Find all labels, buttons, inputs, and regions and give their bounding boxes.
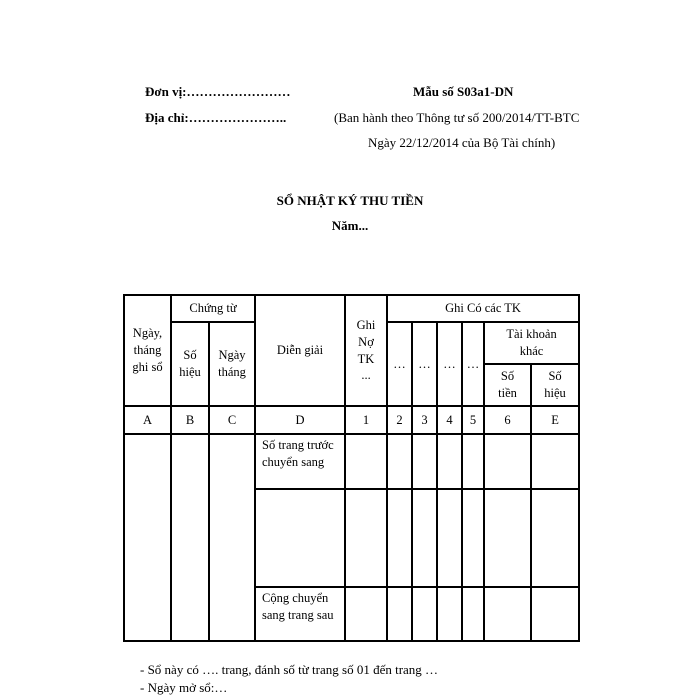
form-code: Mẫu số S03a1-DN — [413, 84, 514, 99]
code-a: A — [124, 406, 171, 434]
issued-by-line: (Ban hành theo Thông tư số 200/2014/TT-BTC — [334, 110, 580, 125]
unit-label: Đơn vị:…………………… — [145, 84, 291, 99]
document-title: SỔ NHẬT KÝ THU TIỀN — [276, 193, 424, 208]
other-accounts-header: Tài khoản khác — [484, 322, 579, 364]
voucher-no-cell — [171, 434, 209, 641]
code-e: E — [531, 406, 579, 434]
col-amount-header: Số tiền — [484, 364, 531, 406]
col-voucher-no-header: Số hiệu — [171, 322, 209, 406]
credit-group-header: Ghi Có các TK — [387, 295, 579, 322]
column-codes-row — [124, 406, 579, 434]
credit-account-1-header: … — [387, 322, 412, 406]
page-count-note: - Sổ này có …. trang, đánh số từ trang số 01 đến trang … — [140, 662, 439, 677]
cash-receipts-journal-table — [123, 294, 580, 642]
address-label: Địa chỉ:………………….. — [145, 110, 287, 125]
code-1: 1 — [345, 406, 387, 434]
col-date-header: Ngày, tháng ghi sổ — [124, 295, 171, 406]
col-debit-header: Ghi Nợ TK ... — [345, 295, 387, 406]
opening-date-note: - Ngày mở sổ:… — [140, 680, 228, 695]
code-3: 3 — [412, 406, 437, 434]
voucher-group-header: Chứng từ — [171, 295, 255, 322]
carried-forward-label: Số trang trước chuyển sang — [255, 434, 345, 489]
code-4: 4 — [437, 406, 462, 434]
credit-account-4-header: … — [462, 322, 484, 406]
carry-over-label: Cộng chuyển sang trang sau — [255, 587, 345, 641]
document-year: Năm... — [331, 218, 369, 233]
col-account-no-header: Số hiệu — [531, 364, 579, 406]
code-c: C — [209, 406, 255, 434]
code-b: B — [171, 406, 209, 434]
issued-date-line: Ngày 22/12/2014 của Bộ Tài chính) — [368, 135, 556, 150]
col-description-header: Diễn giải — [255, 295, 345, 406]
code-5: 5 — [462, 406, 484, 434]
code-2: 2 — [387, 406, 412, 434]
code-6: 6 — [484, 406, 531, 434]
credit-account-2-header: … — [412, 322, 437, 406]
col-voucher-date-header: Ngày tháng — [209, 322, 255, 406]
credit-account-3-header: … — [437, 322, 462, 406]
voucher-date-cell — [209, 434, 255, 641]
date-cell — [124, 434, 171, 641]
code-d: D — [255, 406, 345, 434]
table-row — [124, 434, 579, 489]
footer-notes — [140, 661, 438, 697]
